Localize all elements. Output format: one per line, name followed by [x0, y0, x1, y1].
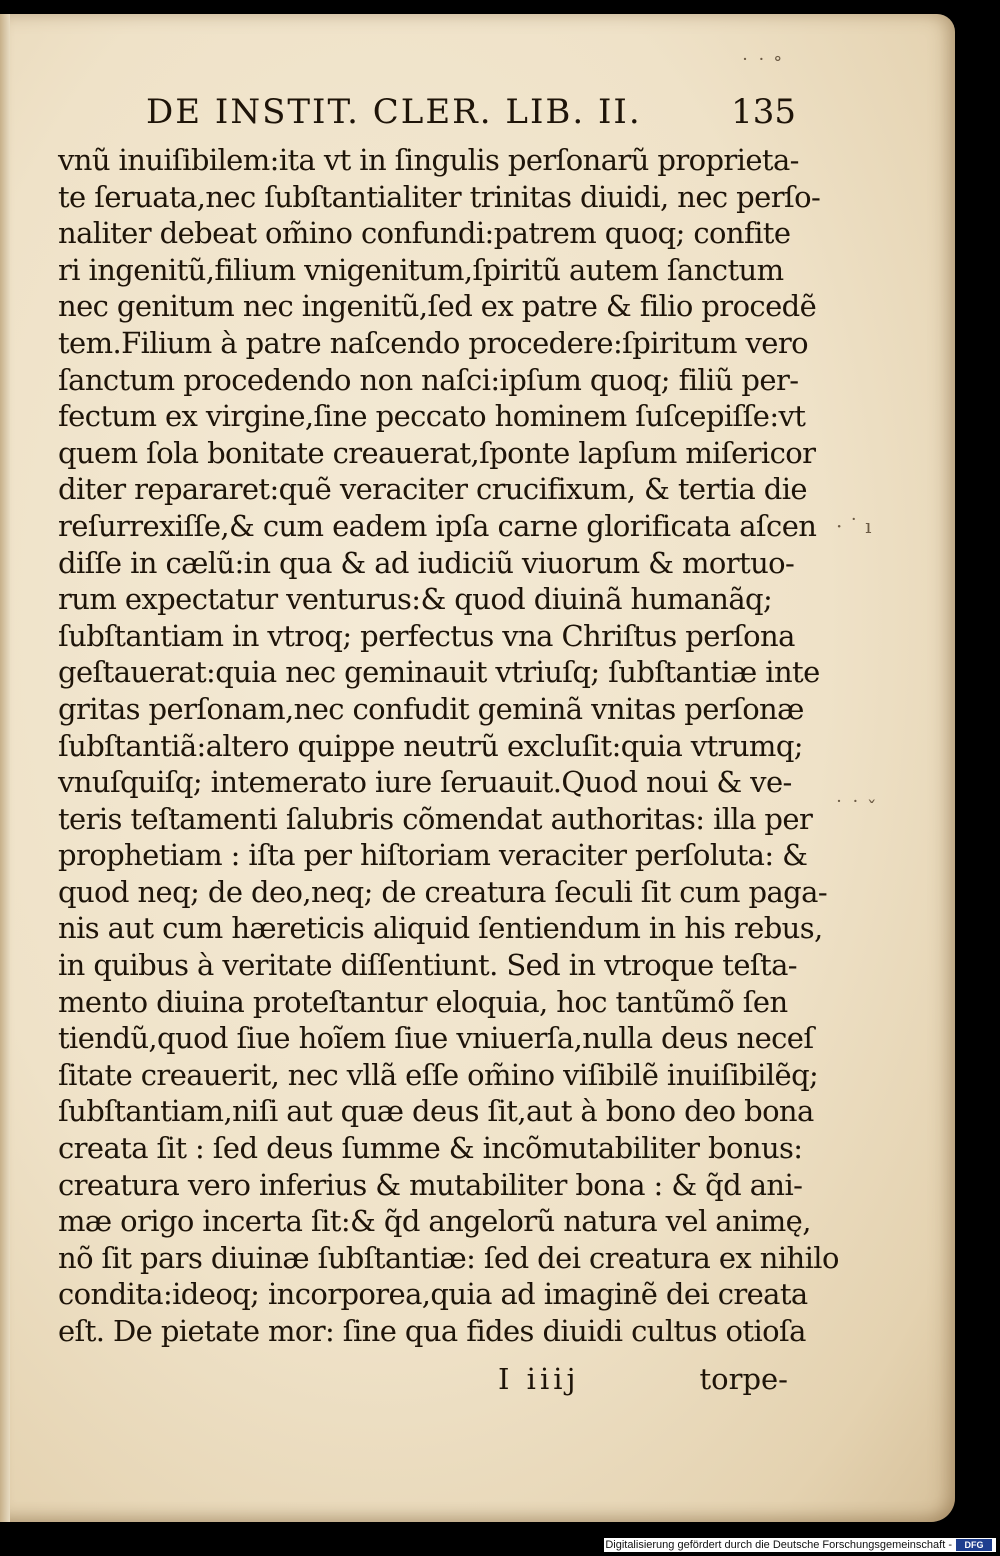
text-line: vnuſquiſq; intemerato iure ſeruauit.Quod noui & ve- [58, 765, 792, 800]
text-line: tiendũ,quod ſiue hoĩem ſiue vniuerſa,nulla deus neceſ [58, 1021, 814, 1056]
text-line: naliter debeat om̃ino confundi:patrem quoq; confite [58, 216, 791, 251]
text-line: condita:ideoq; incorporea,quia ad imaginẽ dei creata [58, 1277, 808, 1312]
text-line: prophetiam : iſta per hiſtoriam veraciter perſoluta: & [58, 838, 808, 873]
text-line: in quibus à veritate diſſentiunt. Sed in vtroque teſta- [58, 948, 797, 983]
text-line: geſtauerat:quia nec geminauit vtriuſq; ſubſtantiæ inte [58, 655, 820, 690]
text-line: reſurrexiſſe,& cum eadem ipſa carne glorificata aſcen [58, 508, 817, 543]
text-line: gritas perſonam,nec confudit geminã vnitas perſonæ [58, 691, 804, 726]
page-gutter-edge [0, 14, 10, 1522]
text-line: ſitate creauerit, nec vllã eſſe om̃ino viſibilẽ inuiſibilẽq; [58, 1057, 819, 1092]
text-line: teris teſtamenti ſalubris cõmendat authoritas: illa per [58, 801, 813, 836]
text-line: te ſeruata,nec ſubſtantialiter trinitas diuidi, nec perſo- [58, 179, 821, 214]
text-line: ri ingenitũ,filium vnigenitum,ſpiritũ autem ſanctum [58, 252, 784, 287]
text-line: vnũ inuiſibilem:ita vt in ſingulis perſonarũ proprieta- [58, 143, 799, 177]
book-page [0, 14, 955, 1522]
text-line: fectum ex virgine,ſine peccato hominem ſuſcepiſſe:vt [58, 399, 806, 434]
folio-number: 135 [731, 92, 796, 132]
text-line: mento diuina proteſtantur eloquia, hoc tantũmõ ſen [58, 984, 788, 1019]
signature-mark: I iiij [498, 1362, 580, 1396]
text-line: rum expectatur venturus:& quod diuinã humanãq; [58, 582, 773, 617]
catchword: torpe- [699, 1362, 788, 1396]
margin-ink-mark: · ˙ ı [836, 514, 872, 538]
text-line: eſt. De pietate mor: ſine qua fides diuidi cultus otioſa [58, 1314, 806, 1348]
text-line: quem ſola bonitate creauerat,ſponte lapſum miſericor [58, 435, 816, 470]
text-line: nis aut cum hæreticis aliquid ſentiendum in his rebus, [58, 911, 823, 946]
text-line: ſubſtantiã:altero quippe neutrũ excluſit:quia vtrumq; [58, 728, 803, 763]
text-line: ſubſtantiam,niſi aut quæ deus ſit,aut à bono deo bona [58, 1094, 814, 1129]
running-title: DE INSTIT. CLER. LIB. II. [146, 92, 642, 132]
text-line: diter repararet:quẽ veraciter crucifixum, & tertia die [58, 472, 807, 507]
body-text [58, 142, 839, 1350]
digitization-credit [604, 1538, 996, 1552]
corner-ink-mark: ˙ ˙ ˚ [740, 54, 783, 78]
text-line: nec genitum nec ingenitũ,ſed ex patre & filio procedẽ [58, 289, 817, 324]
text-line: mæ origo incerta ſit:& q̃d angelorũ natura vel animę, [58, 1204, 811, 1239]
text-line: ſanctum procedendo non naſci:ipſum quoq; filiũ per- [58, 362, 799, 397]
page-footer [58, 1362, 788, 1402]
text-line: nõ ſit pars diuinæ ſubſtantiæ: ſed dei creatura ex nihilo [58, 1240, 839, 1275]
text-line: quod neq; de deo,neq; de creatura ſeculi ſit cum paga- [58, 874, 828, 909]
margin-ink-mark: ˙ ˙ ˇ [834, 796, 877, 820]
credit-text: Digitalisierung gefördert durch die Deutsche Forschungsgemeinschaft - [605, 1539, 952, 1551]
text-line: tem.Filium à patre naſcendo procedere:ſpiritum vero [58, 325, 808, 360]
page-header [146, 86, 796, 142]
text-line: creatura vero inferius & mutabiliter bona : & q̃d ani- [58, 1167, 803, 1202]
dfg-logo-icon: DFG [956, 1539, 992, 1551]
text-line: ſubſtantiam in vtroq; perfectus vna Chriſtus perſona [58, 618, 795, 653]
text-line: diſſe in cælũ:in qua & ad iudiciũ viuorum & mortuo- [58, 545, 795, 580]
text-line: creata ſit : ſed deus ſumme & incõmutabiliter bonus: [58, 1131, 803, 1166]
